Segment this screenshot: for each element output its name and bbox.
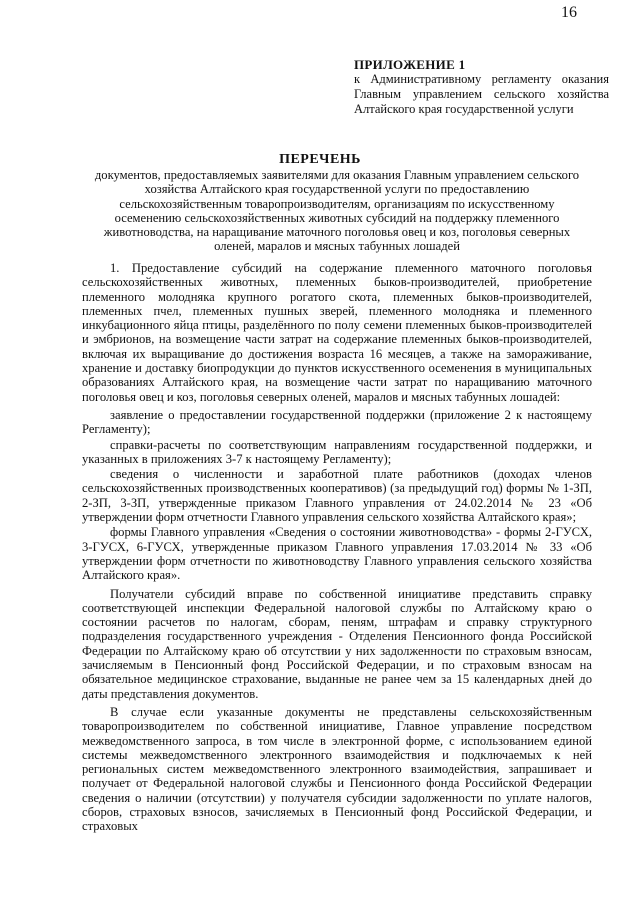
list-title: ПЕРЕЧЕНЬ (279, 152, 361, 167)
paragraph-6: Получатели субсидий вправе по собственной инициативе представить справку соответствующей инспекции Федеральной налоговой службы по Алтайскому краю о состоянии расчетов по налогам, сборам, пеням, штрафам и справку структурного подразделения государственного учреждения - Отделения Пенсионного фонда Российской Федерации по Алтайскому краю об отсутствии у них задолженности по страховым взносам, зачисляемым в Пенсионный фонд Российской Федерации, и по страховым взносам на обязательное медицинское страхование, выданные не ранее чем за 15 календарных дней до даты представления документов. (82, 586, 592, 701)
paragraph-1: 1. Предоставление субсидий на содержание племенного маточного поголовья сельскохозяйственных животных, племенных быков-производителей, приобретение племенного молодняка крупного рогатого скота, племенных быков-производителей, племенных пчел, племенных пушных зверей, племенного молодняка и племенного инкубационного яйца птицы, разделённого по полу семени племенных быков-производителей и эмбрионов, на возмещение части затрат на содержание племенных быков-производителей, включая их выращивание до достижения возраста 16 месяцев, а также на замораживание, хранение и доставку биопродукции до пунктов искусственного осеменения в муниципальных образованиях Алтайского края, на возмещение части затрат по наращиванию маточного поголовья овец и коз, поголовья северных оленей, маралов и мясных табунных лошадей: (82, 261, 592, 404)
paragraph-5: формы Главного управления «Сведения о состоянии животноводства» - формы 2-ГУСХ, 3-ГУСХ, 6-ГУСХ, утвержденные приказом Главного управления 17.03.2014 № 33 «Об утверждении форм отчетности по животноводству Главного управления сельского хозяйства Алтайского края». (82, 525, 592, 583)
document-body (82, 261, 592, 838)
appendix-block (354, 57, 609, 117)
list-subtitle: документов, предоставляемых заявителями для оказания Главным управлением сельского хозяйства Алтайского края государственной услуги по предоставлению сельскохозяйственным товаропроизводителям, организациям по искусственному осеменению сельскохозяйственных животных субсидий на поддержку племенного животноводства, на наращивание маточного поголовья овец и коз, поголовья северных оленей, маралов и мясных табунных лошадей (94, 168, 580, 254)
appendix-text: к Административному регламенту оказания Главным управлением сельского хозяйства Алтайского края государственной услуги (354, 72, 609, 116)
paragraph-7: В случае если указанные документы не представлены сельскохозяйственным товаропроизводителем по собственной инициативе, Главное управление посредством межведомственного запроса, в том числе в электронной форме, с использованием единой системы межведомственного электронного взаимодействия и подключаемых к ней региональных систем межведомственного электронного взаимодействия, запрашивает и получает от Федеральной налоговой службы и Пенсионного фонда Российской Федерации сведения о наличии (отсутствии) у получателя субсидии задолженности по уплате налогов, сборов, страховых взносов, зачисляемых в Пенсионный фонд Российской Федерации, и страховых (82, 704, 592, 834)
paragraph-4: сведения о численности и заработной плате работников (доходах членов сельскохозяйственных производственных кооперативов) (за предыдущий год) формы № 1-ЗП, 2-ЗП, 3-ЗП, утвержденные приказом Главного управления от 24.02.2014 № 23 «Об утверждении форм отчетности Главного управления сельского хозяйства Алтайского края»; (82, 467, 592, 525)
appendix-title: ПРИЛОЖЕНИЕ 1 (354, 57, 466, 72)
paragraph-2: заявление о предоставлении государственной поддержки (приложение 2 к настоящему Регламенту); (82, 407, 592, 437)
paragraph-3: справки-расчеты по соответствующим направлениям государственной поддержки, и указанных в приложениях 3-7 к настоящему Регламенту); (82, 437, 592, 466)
page-number: 16 (561, 4, 577, 21)
